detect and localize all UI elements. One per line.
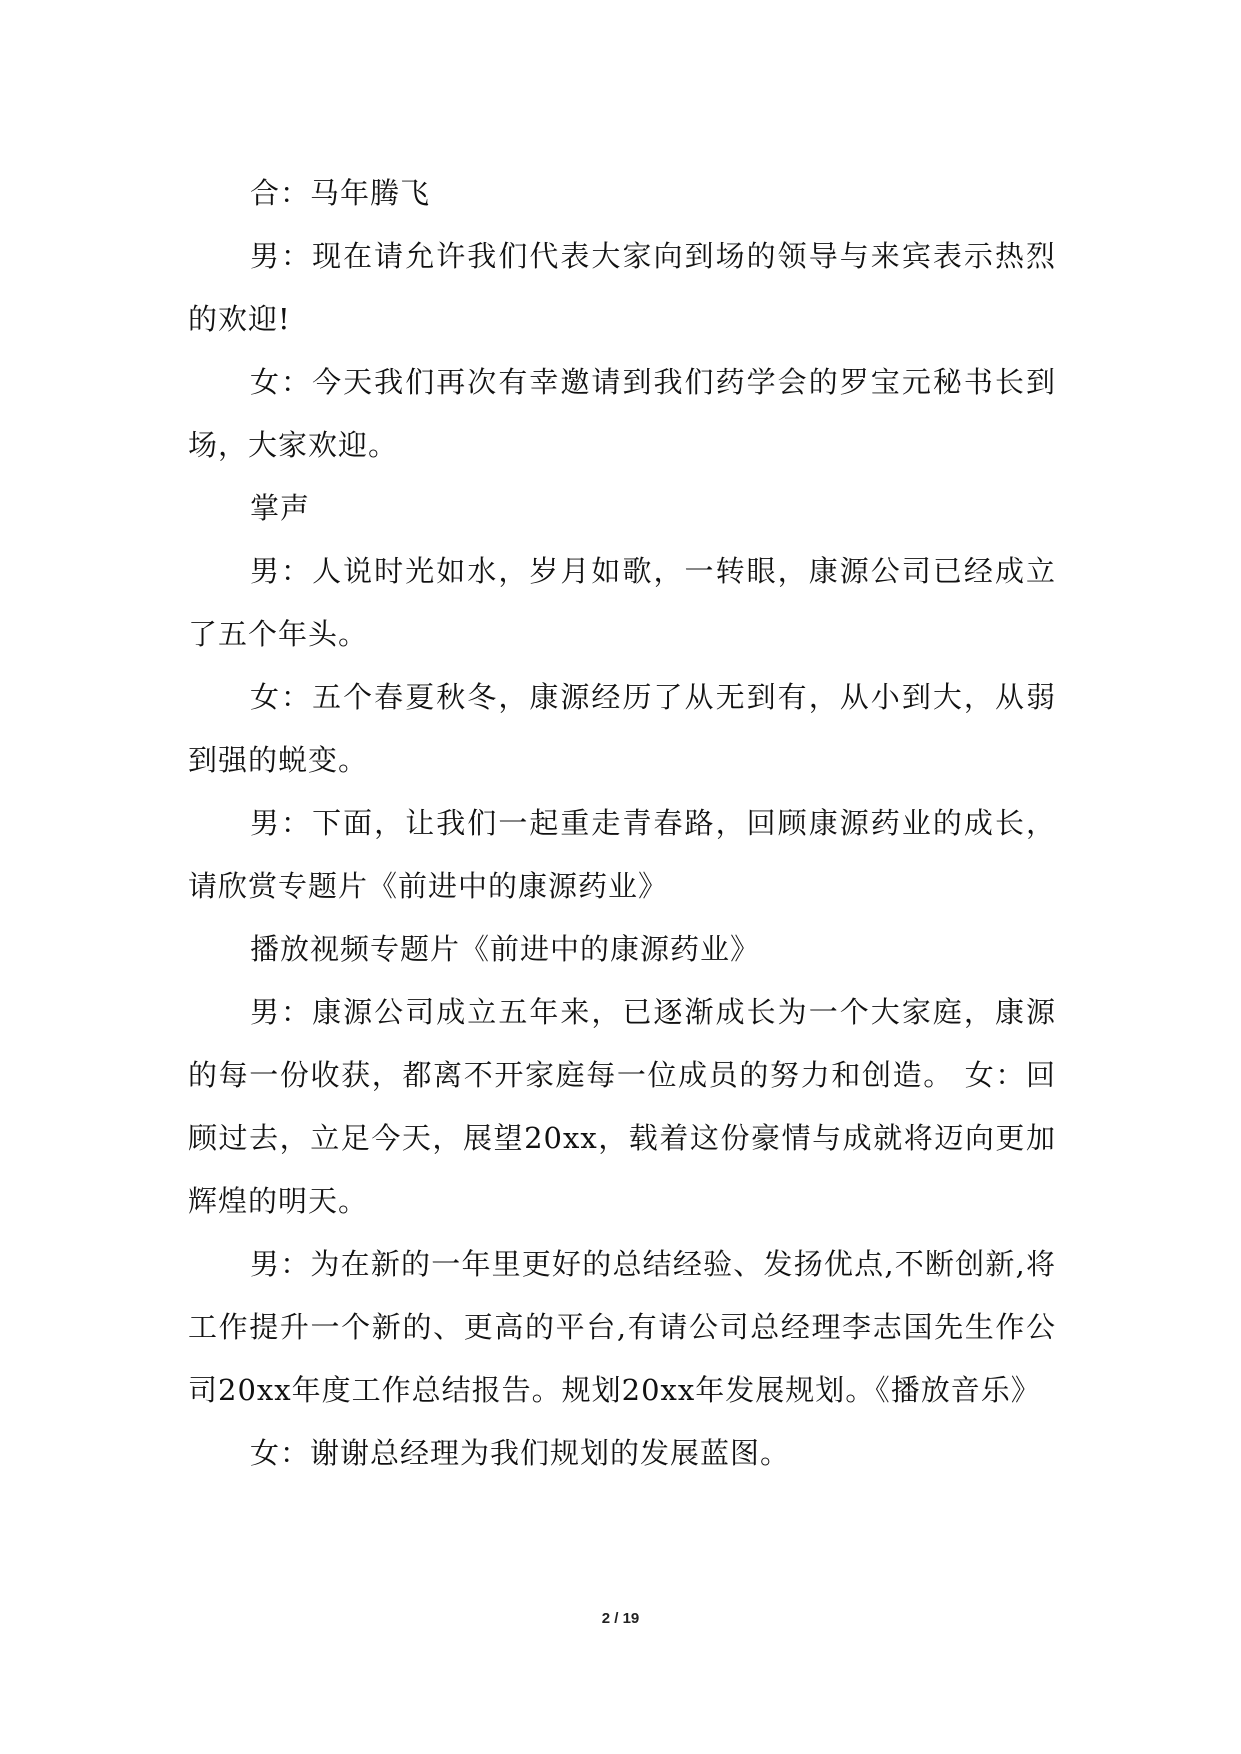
paragraph-annual-report: 男：为在新的一年里更好的总结经验、发扬优点,不断创新,将工作提升一个新的、更高的平台,有请公司总经理李志国先生作公司20xx年度工作总结报告。规划20xx年发展规划。《播放音乐》 bbox=[188, 1247, 1056, 1407]
paragraph-transformation: 女：五个春夏秋冬，康源经历了从无到有，从小到大，从弱到强的蜕变。 bbox=[188, 680, 1056, 777]
document-body bbox=[188, 162, 1056, 1485]
paragraph-welcome-secretary: 女：今天我们再次有幸邀请到我们药学会的罗宝元秘书长到场，大家欢迎。 bbox=[188, 365, 1056, 462]
paragraph-thanks-manager: 女：谢谢总经理为我们规划的发展蓝图。 bbox=[250, 1436, 791, 1470]
page-number: 2 / 19 bbox=[601, 1610, 640, 1627]
paragraph-five-years: 男：人说时光如水，岁月如歌，一转眼，康源公司已经成立了五个年头。 bbox=[188, 554, 1056, 651]
paragraph-applause: 掌声 bbox=[250, 491, 311, 525]
paragraph-play-video: 播放视频专题片《前进中的康源药业》 bbox=[250, 932, 761, 966]
paragraph-welcome-guests: 男：现在请允许我们代表大家向到场的领导与来宾表示热烈的欢迎! bbox=[188, 239, 1056, 336]
paragraph-big-family: 男：康源公司成立五年来，已逐渐成长为一个大家庭，康源的每一份收获，都离不开家庭每一位成员的努力和创造。 女：回顾过去，立足今天，展望20xx，载着这份豪情与成就将迈向更加辉煌的明天。 bbox=[188, 995, 1056, 1218]
paragraph-film-intro: 男：下面，让我们一起重走青春路，回顾康源药业的成长，请欣赏专题片《前进中的康源药业》 bbox=[188, 806, 1056, 903]
paragraph-chorus-line: 合：马年腾飞 bbox=[250, 176, 431, 210]
